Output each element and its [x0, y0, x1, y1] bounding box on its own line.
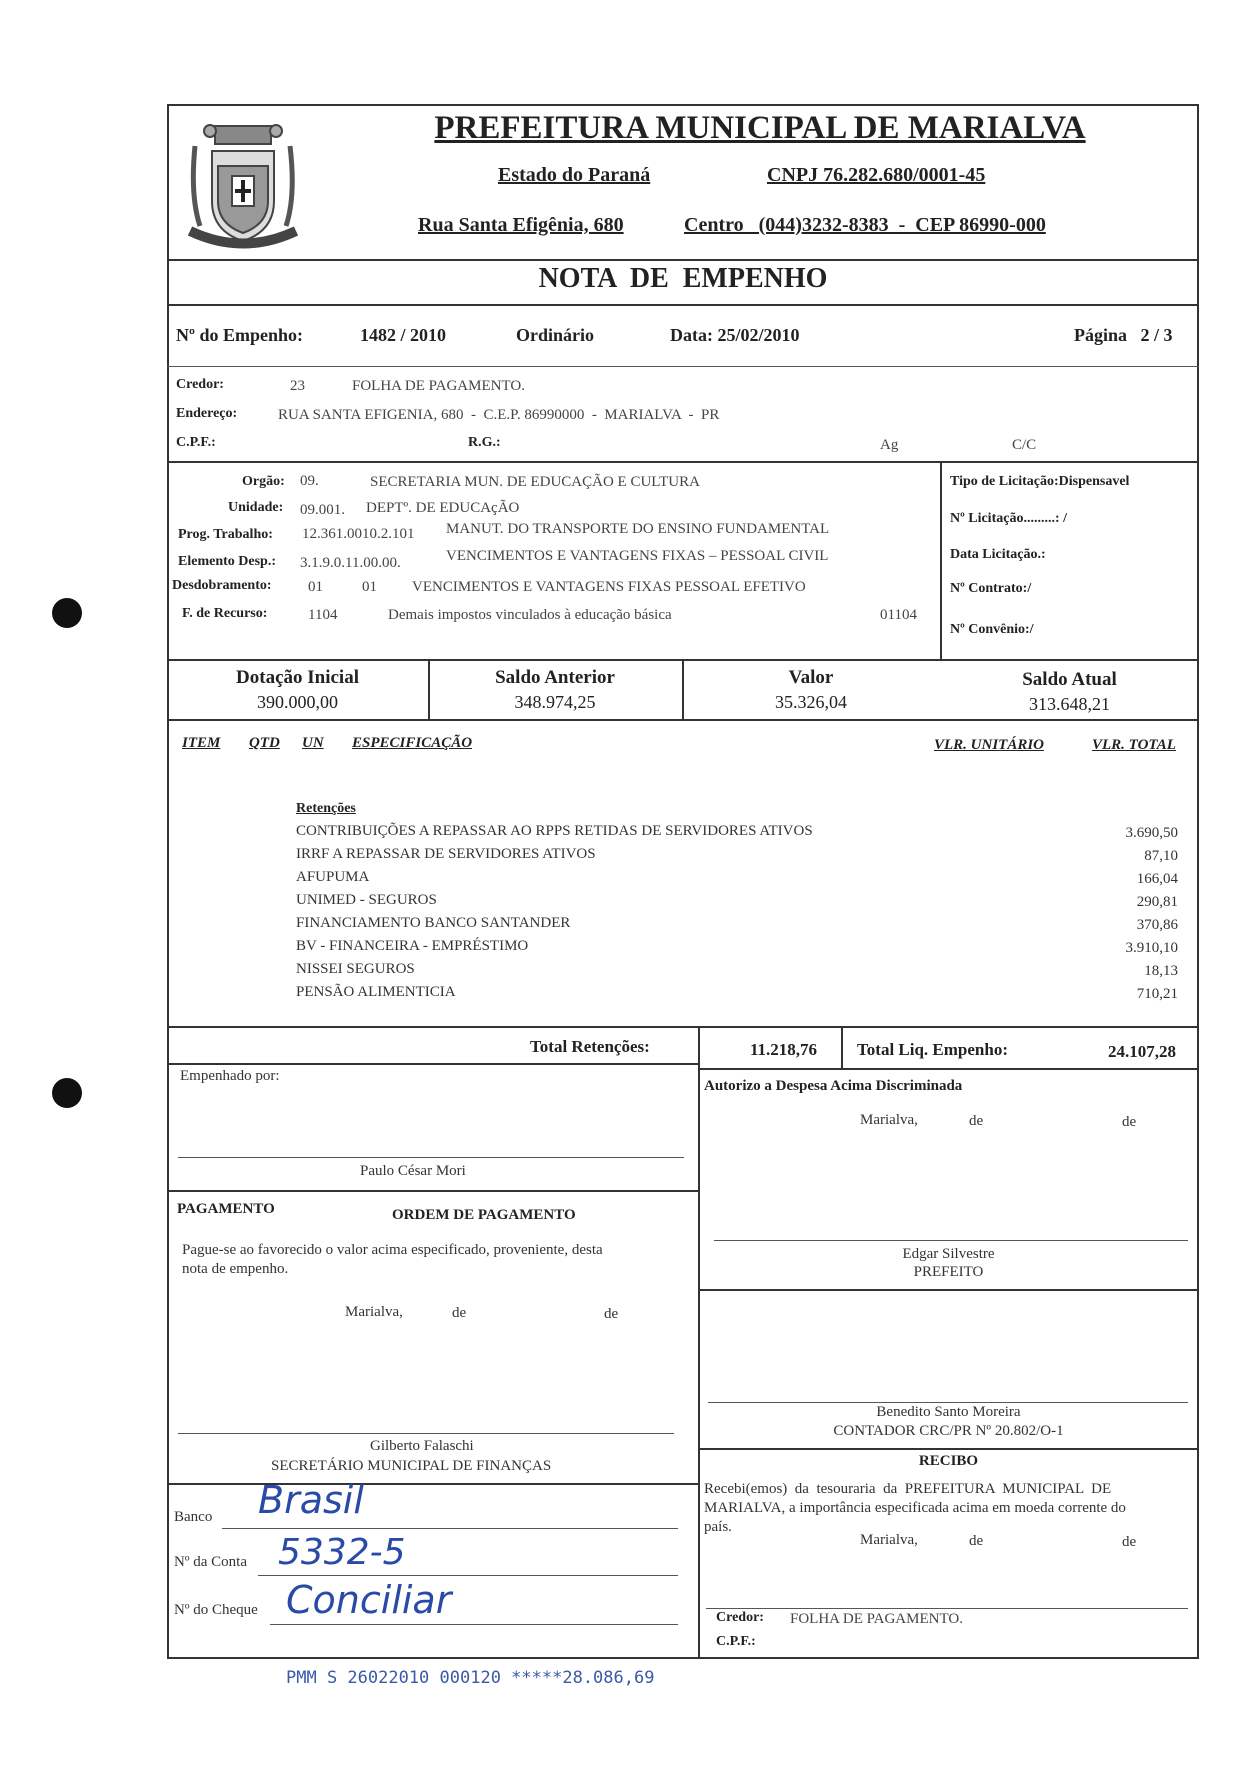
numero-contrato: Nº Contrato:/ — [950, 581, 1032, 596]
col-un: UN — [302, 735, 324, 751]
pagamento-label: PAGAMENTO — [177, 1201, 275, 1217]
right-de-1: de — [969, 1113, 984, 1129]
dotacao-inicial-value: 390.000,00 — [257, 692, 338, 712]
contador-name: Benedito Santo Moreira — [876, 1404, 1021, 1420]
contact-label: Centro (044)3232-8383 - CEP 86990-000 — [684, 214, 1046, 236]
cheque-handwritten: Conciliar — [286, 1578, 452, 1622]
pague-se-text-2: nota de empenho. — [182, 1261, 289, 1277]
contador-cargo: CONTADOR CRC/PR Nº 20.802/O-1 — [833, 1423, 1064, 1439]
empenho-number: 1482 / 2010 — [360, 325, 447, 345]
ordem-pagamento-label: ORDEM DE PAGAMENTO — [392, 1207, 576, 1223]
recurso-label: F. de Recurso: — [182, 606, 268, 621]
empenhado-por-label: Empenhado por: — [180, 1068, 280, 1084]
secretario-name: Gilberto Falaschi — [370, 1438, 474, 1454]
retencao-value: 710,21 — [1136, 986, 1178, 1002]
empenhado-por-name: Paulo César Mori — [360, 1163, 466, 1179]
desdobramento-code-2: 01 — [362, 579, 377, 595]
rg-label: R.G.: — [468, 435, 501, 450]
orgao-label: Orgão: — [242, 474, 285, 489]
recibo-credor-label: Credor: — [716, 1610, 764, 1625]
orgao-code: 09. — [300, 473, 319, 489]
cpf-label: C.P.F.: — [176, 435, 216, 450]
saldo-anterior-value: 348.974,25 — [514, 692, 596, 712]
retencao-value: 3.690,50 — [1125, 825, 1178, 841]
recibo-de-1: de — [969, 1533, 984, 1549]
numero-convenio: Nº Convênio:/ — [950, 622, 1034, 637]
saldo-atual-label: Saldo Atual — [1022, 669, 1117, 690]
recibo-label: RECIBO — [918, 1453, 979, 1469]
unidade-label: Unidade: — [228, 500, 284, 515]
retencao-desc: IRRF A REPASSAR DE SERVIDORES ATIVOS — [296, 846, 596, 862]
recurso-code-2: 01104 — [880, 607, 917, 623]
retencao-value: 290,81 — [1136, 894, 1178, 910]
tipo-licitacao: Tipo de Licitação:Dispensavel — [950, 474, 1130, 489]
date-de-2: de — [604, 1306, 619, 1322]
document-title: NOTA DE EMPENHO — [538, 263, 828, 294]
desdobramento-code-1: 01 — [308, 579, 323, 595]
recibo-cpf-label: C.P.F.: — [716, 1634, 756, 1649]
dotacao-inicial-label: Dotação Inicial — [236, 667, 359, 688]
retencao-value: 166,04 — [1136, 871, 1178, 887]
cc-label: C/C — [1012, 437, 1037, 453]
total-retencoes-label: Total Retenções: — [530, 1037, 650, 1056]
elemento-code: 3.1.9.0.11.00.00. — [300, 555, 401, 571]
unidade-code: 09.001. — [300, 502, 345, 518]
date-de-1: de — [452, 1305, 467, 1321]
pague-se-text-1: Pague-se ao favorecido o valor acima especificado, proveniente, desta — [182, 1242, 603, 1258]
valor-value: 35.326,04 — [775, 692, 847, 712]
retencao-desc: NISSEI SEGUROS — [296, 961, 415, 977]
retencao-desc: BV - FINANCEIRA - EMPRÉSTIMO — [296, 938, 529, 954]
state-label: Estado do Paraná — [498, 164, 651, 186]
recibo-text-2: MARIALVA, a importância especificada acima em moeda corrente do — [704, 1500, 1126, 1516]
punch-hole — [52, 1078, 82, 1108]
recibo-local-label: Marialva, — [860, 1532, 918, 1548]
prefeito-name: Edgar Silvestre — [902, 1246, 995, 1262]
page-title: PREFEITURA MUNICIPAL DE MARIALVA — [434, 110, 1086, 146]
retencao-desc: UNIMED - SEGUROS — [296, 892, 437, 908]
valor-label: Valor — [788, 667, 834, 688]
unidade-name: DEPTº. DE EDUCAçÃO — [366, 500, 520, 516]
empenho-type: Ordinário — [516, 325, 595, 345]
retencao-value: 87,10 — [1144, 848, 1178, 864]
recurso-code: 1104 — [308, 607, 338, 623]
desdobramento-name: VENCIMENTOS E VANTAGENS FIXAS PESSOAL EFETIVO — [412, 579, 806, 595]
recibo-credor-name: FOLHA DE PAGAMENTO. — [790, 1611, 963, 1627]
street-label: Rua Santa Efigênia, 680 — [418, 214, 624, 236]
col-vlr-unitario: VLR. UNITÁRIO — [934, 737, 1045, 753]
address-label: Endereço: — [176, 406, 238, 421]
orgao-name: SECRETARIA MUN. DE EDUCAÇÃO E CULTURA — [370, 474, 700, 490]
retencao-desc: AFUPUMA — [296, 869, 370, 885]
col-vlr-total: VLR. TOTAL — [1092, 737, 1176, 753]
retencao-desc: FINANCIAMENTO BANCO SANTANDER — [296, 915, 571, 931]
banco-label: Banco — [174, 1509, 213, 1525]
recibo-de-2: de — [1122, 1534, 1137, 1550]
prefeito-cargo: PREFEITO — [913, 1264, 984, 1280]
col-qtd: QTD — [249, 735, 280, 751]
retencao-value: 18,13 — [1144, 963, 1178, 979]
saldo-atual-value: 313.648,21 — [1029, 694, 1110, 714]
saldo-anterior-label: Saldo Anterior — [495, 667, 615, 688]
empenho-number-label: Nº do Empenho: — [176, 325, 303, 345]
retencao-desc: PENSÃO ALIMENTICIA — [296, 984, 456, 1000]
prog-code: 12.361.0010.2.101 — [302, 526, 415, 542]
conta-label: Nº da Conta — [174, 1554, 247, 1570]
retencao-value: 370,86 — [1136, 917, 1178, 933]
local-label: Marialva, — [345, 1304, 403, 1320]
secretario-cargo: SECRETÁRIO MUNICIPAL DE FINANÇAS — [271, 1458, 552, 1474]
recibo-text-3: país. — [704, 1519, 732, 1535]
cheque-label: Nº do Cheque — [174, 1602, 258, 1618]
prog-name: MANUT. DO TRANSPORTE DO ENSINO FUNDAMENTAL — [446, 521, 830, 537]
elemento-label: Elemento Desp.: — [178, 554, 276, 569]
credor-address: RUA SANTA EFIGENIA, 680 - C.E.P. 86990000 - MARIALVA - PR — [278, 407, 720, 423]
col-especificacao: ESPECIFICAÇÃO — [352, 735, 473, 751]
credor-label: Credor: — [176, 377, 224, 392]
credor-code: 23 — [290, 378, 305, 394]
right-de-2: de — [1122, 1114, 1137, 1130]
empenho-date: Data: 25/02/2010 — [670, 325, 800, 345]
recurso-name: Demais impostos vinculados à educação básica — [388, 607, 672, 623]
right-local-label: Marialva, — [860, 1112, 918, 1128]
retencao-desc: CONTRIBUIÇÕES A REPASSAR AO RPPS RETIDAS DE SERVIDORES ATIVOS — [296, 823, 813, 839]
conta-handwritten: 5332-5 — [278, 1532, 406, 1573]
prog-label: Prog. Trabalho: — [178, 527, 273, 542]
bank-stamp: PMM S 26022010 000120 *****28.086,69 — [286, 1668, 655, 1688]
autorizo-label: Autorizo a Despesa Acima Discriminada — [704, 1078, 963, 1094]
banco-handwritten: Brasil — [258, 1478, 364, 1522]
coat-of-arms-icon — [170, 106, 316, 258]
total-liquido-value: 24.107,28 — [1108, 1042, 1176, 1061]
retencoes-title: Retenções — [296, 801, 356, 816]
data-licitacao: Data Licitação.: — [950, 547, 1046, 562]
punch-hole — [52, 598, 82, 628]
cnpj-label: CNPJ 76.282.680/0001-45 — [767, 164, 986, 186]
numero-licitacao: Nº Licitação.........: / — [950, 511, 1067, 526]
ag-label: Ag — [880, 437, 899, 453]
recibo-text-1: Recebi(emos) da tesouraria da PREFEITURA MUNICIPAL DE — [704, 1481, 1112, 1497]
total-retencoes-value: 11.218,76 — [750, 1040, 818, 1059]
page-number: Página 2 / 3 — [1074, 325, 1173, 345]
total-liquido-label: Total Liq. Empenho: — [857, 1040, 1008, 1059]
col-item: ITEM — [182, 735, 221, 751]
retencao-value: 3.910,10 — [1125, 940, 1178, 956]
desdobramento-label: Desdobramento: — [172, 578, 272, 593]
credor-name: FOLHA DE PAGAMENTO. — [352, 378, 525, 394]
elemento-name: VENCIMENTOS E VANTAGENS FIXAS – PESSOAL CIVIL — [446, 548, 829, 564]
